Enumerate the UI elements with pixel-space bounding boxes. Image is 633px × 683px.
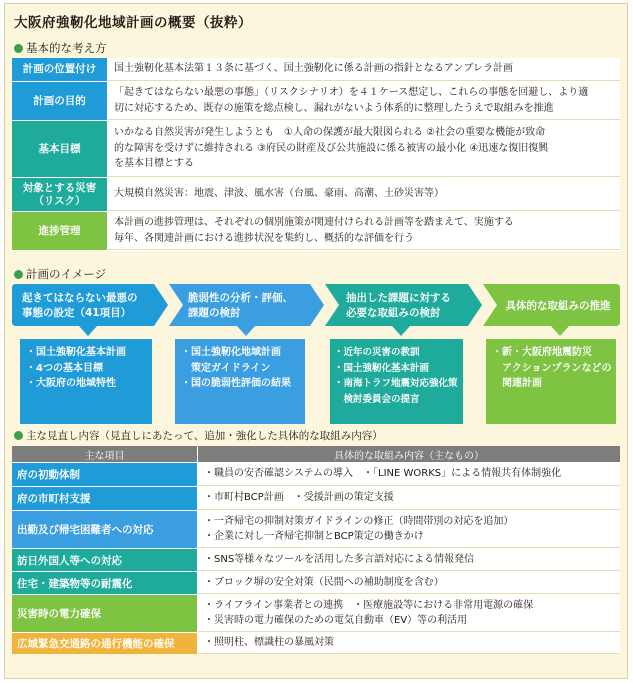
table-row: [12, 462, 620, 486]
flow-step-2-sources: ・国土強靭化地域計画 策定ガイドライン ・国の脆弱性評価の結果: [175, 339, 305, 424]
bullet-dot-icon: [14, 270, 23, 279]
row-value: 「起きてはならない最悪の事態」（リスクシナリオ）を４１ケース想定し、これらの事態を回避し、より適 切に対応するため、既存の施策を総点検し、漏れがないよう体系的に整理したうえで取組みを推進: [108, 82, 620, 120]
row-value: 国土強靭化基本法第１３条に基づく、国土強靭化に係る計画の指針となるアンブレラ計画: [108, 58, 620, 81]
row-label: 府の市町村支援: [12, 487, 198, 510]
down-arrow-icon: [79, 326, 97, 336]
row-value: ・照明柱、標識柱の暴風対策: [198, 633, 620, 654]
row-value: 本計画の進捗管理は、それぞれの個別施策が関連付けられる計画等を踏まえて、実施する 毎年、各関連計画における進捗状況を集約し、概括的な評価を行う: [108, 212, 620, 250]
table-row: [12, 121, 620, 178]
row-label: 広域緊急交通路の通行機能の確保: [12, 633, 198, 654]
table-row: [12, 58, 620, 82]
table-row: [12, 212, 620, 251]
row-value: ・ブロック塀の安全対策（民間への補助制度を含む）: [198, 572, 620, 594]
flow-step-2-title: 脆弱性の分析・評価、 課題の検討: [188, 292, 293, 319]
down-arrow-icon: [237, 326, 255, 336]
table-row: [12, 82, 620, 121]
down-arrow-icon: [551, 326, 569, 336]
flow-step-1-title: 起きてはならない最悪の 事態の設定（41項目）: [22, 292, 138, 319]
row-value: ・市町村BCP計画 ・受援計画の策定支援: [198, 487, 620, 510]
row-label: 計画の目的: [12, 82, 108, 120]
row-label: 出勤及び帰宅困難者への対応: [12, 511, 198, 548]
bullet-dot-icon: [14, 44, 23, 53]
table-row: [12, 486, 620, 510]
basic-policy-table: [12, 58, 620, 251]
row-value: ・SNS等様々なツールを活用した多言語対応による情報発信: [198, 549, 620, 571]
row-label: 住宅・建築物等の耐震化: [12, 572, 198, 594]
row-label: 基本目標: [12, 121, 108, 177]
section-heading-image: [14, 266, 106, 282]
flow-step-4-sources: ・新・大阪府地震防災 アクションプランなどの 関連計画: [486, 339, 616, 424]
table-row: [12, 594, 620, 632]
row-value: ・ライフライン事業者との連携 ・医療施設等における非常用電源の確保 ・災害時の電力確保のための電気自動車（EV）等の利活用: [198, 595, 620, 632]
flow-step-4-title: 具体的な取組みの推進: [505, 299, 611, 312]
row-label: 計画の位置付け: [12, 58, 108, 81]
row-value: いかなる自然災害が発生しようとも ①人命の保護が最大限図られる ②社会の重要な機能が致命 的な障害を受けずに維持される ③府民の財産及び公共施設に係る被害の最小化 ④迅速な復旧復興 を基本目標とする: [108, 121, 620, 177]
table-row: [12, 510, 620, 548]
revisions-table: [12, 446, 620, 654]
flow-step-1-sources: ・国土強靭化基本計画 ・4つの基本目標 ・大阪府の地域特性: [20, 339, 152, 424]
table-row: [12, 632, 620, 654]
row-value: ・職員の安否確認システムの導入 ・「LINE WORKS」による情報共有体制強化: [198, 463, 620, 486]
row-label: 府の初動体制: [12, 463, 198, 486]
row-label: 進捗管理: [12, 212, 108, 250]
flow-step-3-title: 抽出した課題に対する 必要な取組みの検討: [346, 292, 451, 319]
row-value: 大規模自然災害：地震、津波、風水害（台風、豪雨、高潮、土砂災害等）: [108, 178, 620, 211]
table-row: [12, 571, 620, 594]
flow-step-3-sources: ・近年の災害の教訓 ・国土強靭化基本計画 ・南海トラフ地震対応強化策 検討委員会の提言: [330, 339, 463, 424]
column-header: 具体的な取組み内容（主なもの）: [198, 446, 620, 462]
down-arrow-icon: [392, 326, 410, 336]
row-label: 災害時の電力確保: [12, 595, 198, 632]
section-heading-revisions: [14, 428, 383, 443]
table-row: [12, 178, 620, 212]
section-heading-text: 主な見直し内容（見直しにあたって、追加・強化した具体的な取組み内容）: [26, 430, 383, 442]
bullet-dot-icon: [14, 431, 23, 440]
table-row: [12, 548, 620, 571]
row-label: 対象とする災害 （リスク）: [12, 178, 108, 211]
section-heading-text: 計画のイメージ: [26, 267, 107, 281]
table-header: [12, 446, 620, 462]
column-header: 主な項目: [12, 446, 198, 462]
row-label: 訪日外国人等への対応: [12, 549, 198, 571]
section-heading-text: 基本的な考え方: [26, 41, 107, 55]
section-heading-basic: [14, 40, 107, 56]
page-title: 大阪府強靭化地域計画の概要（抜粋）: [14, 15, 252, 31]
row-value: ・一斉帰宅の抑制対策ガイドラインの修正（時間帯別の対応を追加） ・企業に対し一斉帰宅抑制とBCP策定の働きかけ: [198, 511, 620, 548]
